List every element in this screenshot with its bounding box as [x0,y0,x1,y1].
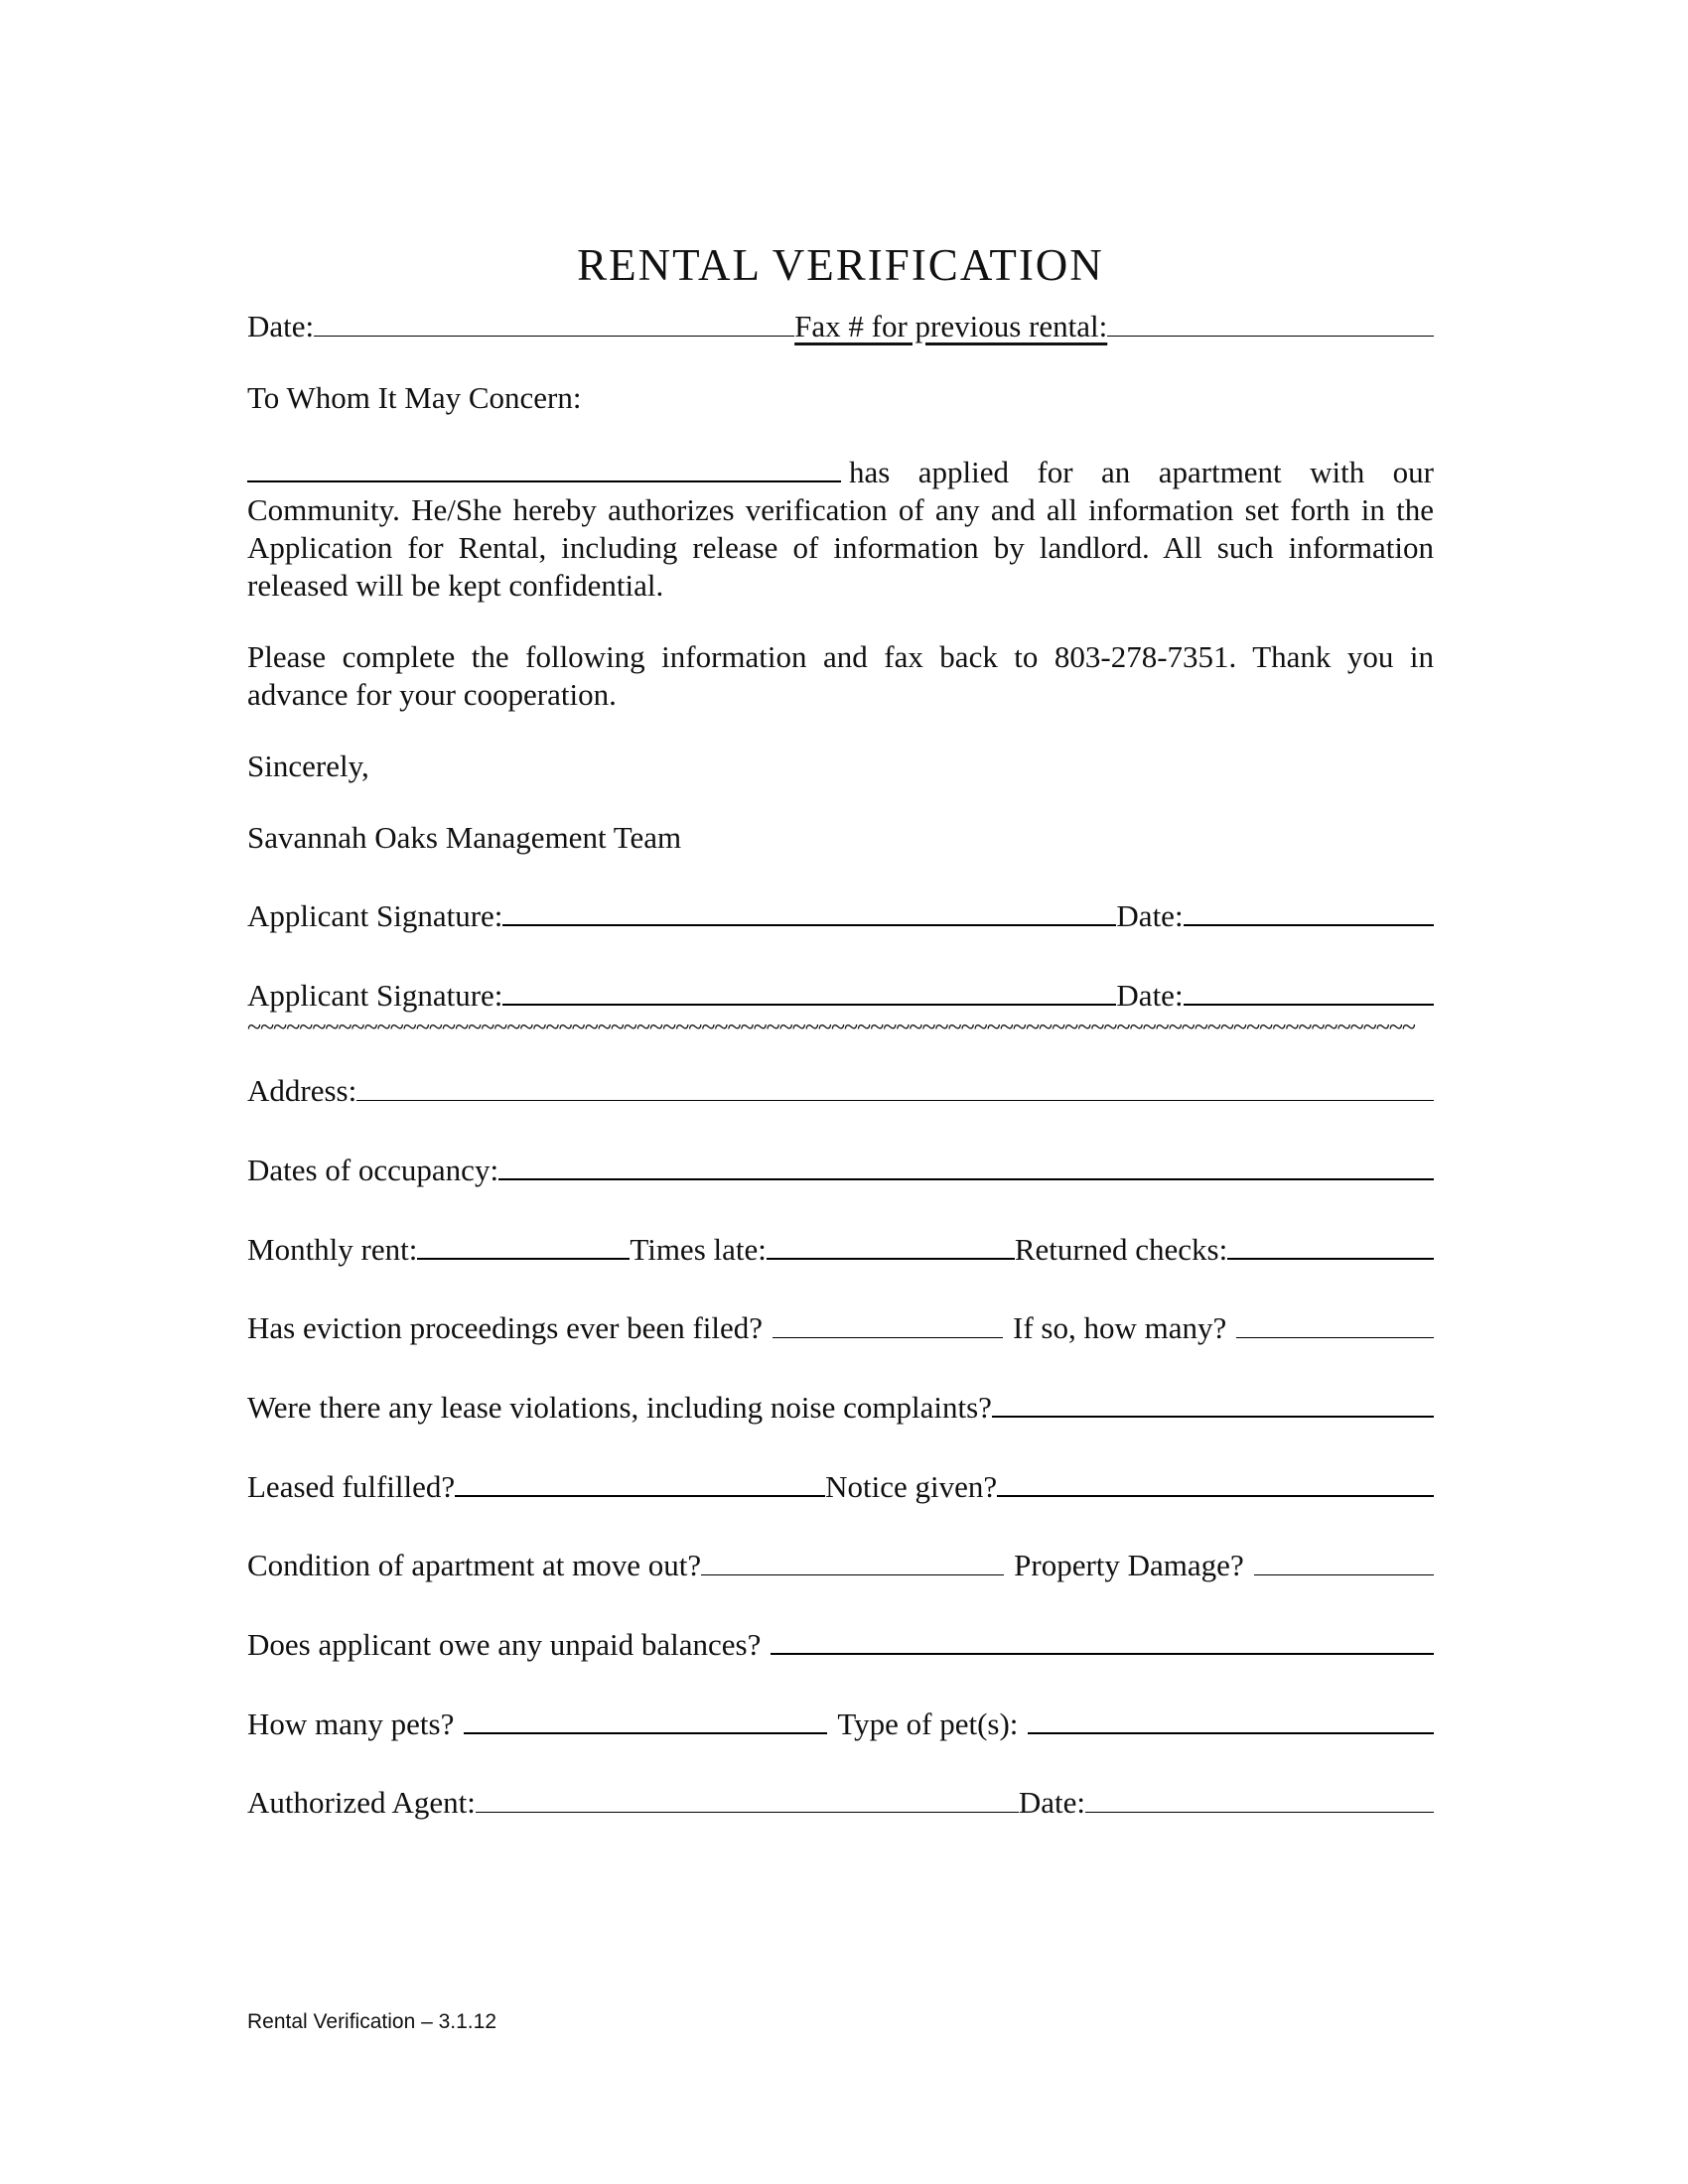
instructions-text: Please complete the following information and fax back to 803-278-7351. Thank you in advance for your cooperation. [247,639,1434,712]
intro-paragraph [247,451,1434,605]
salutation: To Whom It May Concern: [247,380,582,415]
page-title: RENTAL VERIFICATION [577,240,1104,290]
notice-given-field[interactable] [997,1465,1434,1497]
returned-checks-label: Returned checks: [1014,1232,1228,1267]
pets-count-field[interactable] [464,1703,827,1734]
lease-violations-label: Were there any lease violations, including noise complaints? [247,1390,992,1425]
condition-field[interactable] [701,1545,1004,1575]
date-field[interactable] [314,306,794,337]
eviction-label: Has eviction proceedings ever been filed? [247,1310,764,1345]
dates-occupancy-field[interactable] [498,1149,1434,1180]
applicant-signature-field[interactable] [502,894,1116,926]
applicant-name-field[interactable] [247,451,841,482]
times-late-label: Times late: [630,1232,767,1267]
address-row [247,1070,1434,1110]
lease-fulfilled-row [247,1465,1434,1506]
lease-fulfilled-field[interactable] [455,1465,825,1497]
pet-type-field[interactable] [1028,1703,1434,1734]
applicant-date-label: Date: [1116,978,1184,1013]
applicant-date-field[interactable] [1184,894,1434,926]
pets-row [247,1703,1434,1743]
applicant-signature-row-2 [247,974,1434,1015]
pet-type-label: Type of pet(s): [837,1706,1019,1741]
property-damage-field[interactable] [1254,1545,1434,1575]
condition-label: Condition of apartment at move out? [247,1548,702,1582]
agent-row [247,1782,1434,1822]
unpaid-field[interactable] [771,1623,1434,1655]
agent-field[interactable] [476,1782,1019,1813]
lease-violations-row [247,1386,1434,1427]
lease-violations-field[interactable] [992,1386,1434,1418]
occupancy-row [247,1149,1434,1189]
eviction-row [247,1307,1434,1347]
fax-field[interactable] [1107,306,1434,337]
rent-row [247,1228,1434,1269]
returned-checks-field[interactable] [1227,1228,1434,1260]
property-damage-label: Property Damage? [1014,1548,1244,1582]
address-label: Address: [247,1073,357,1108]
applicant-signature-row-1 [247,894,1434,935]
fax-label: Fax # for previous rental: [794,309,1108,343]
date-label: Date: [247,309,315,343]
applicant-date-field[interactable] [1184,974,1434,1006]
if-so-label: If so, how many? [1013,1310,1227,1345]
header-row [247,306,1434,345]
applicant-date-label: Date: [1116,898,1184,933]
agent-date-label: Date: [1018,1785,1086,1820]
closing: Sincerely, [247,749,369,783]
applicant-signature-label: Applicant Signature: [247,978,503,1013]
eviction-count-field[interactable] [1236,1307,1434,1338]
unpaid-label: Does applicant owe any unpaid balances? [247,1627,762,1662]
dates-occupancy-label: Dates of occupancy: [247,1153,499,1187]
monthly-rent-field[interactable] [417,1228,630,1260]
applicant-signature-field[interactable] [502,974,1116,1006]
monthly-rent-label: Monthly rent: [247,1232,418,1267]
applicant-signature-label: Applicant Signature: [247,898,503,933]
pets-label: How many pets? [247,1706,455,1741]
signatory: Savannah Oaks Management Team [247,820,682,855]
unpaid-row [247,1623,1434,1664]
agent-label: Authorized Agent: [247,1785,476,1820]
notice-given-label: Notice given? [825,1469,998,1504]
separator: ~~~~~~~~~~~~~~~~~~~~~~~~~~~~~~~~~~~~~~~~~~~~~~~~~~~~~~~~~~~~~~~~~~~~~~~~~~~~~~~~~~~~~~~~~~ [247,1017,1415,1038]
lease-fulfilled-label: Leased fulfilled? [247,1469,456,1504]
intro-first-line: has applied for an apartment with our [849,455,1434,489]
agent-date-field[interactable] [1085,1782,1434,1813]
intro-text: Community. He/She hereby authorizes verification of any and all information set forth in the Application for Rental, including release of information by landlord. All such information released will be kept confidential. [247,492,1434,603]
times-late-field[interactable] [767,1228,1015,1260]
form-content [247,240,1434,1822]
condition-row [247,1545,1434,1584]
address-field[interactable] [356,1070,1434,1101]
eviction-field[interactable] [773,1307,1003,1338]
footer-text: Rental Verification – 3.1.12 [247,2010,496,2033]
